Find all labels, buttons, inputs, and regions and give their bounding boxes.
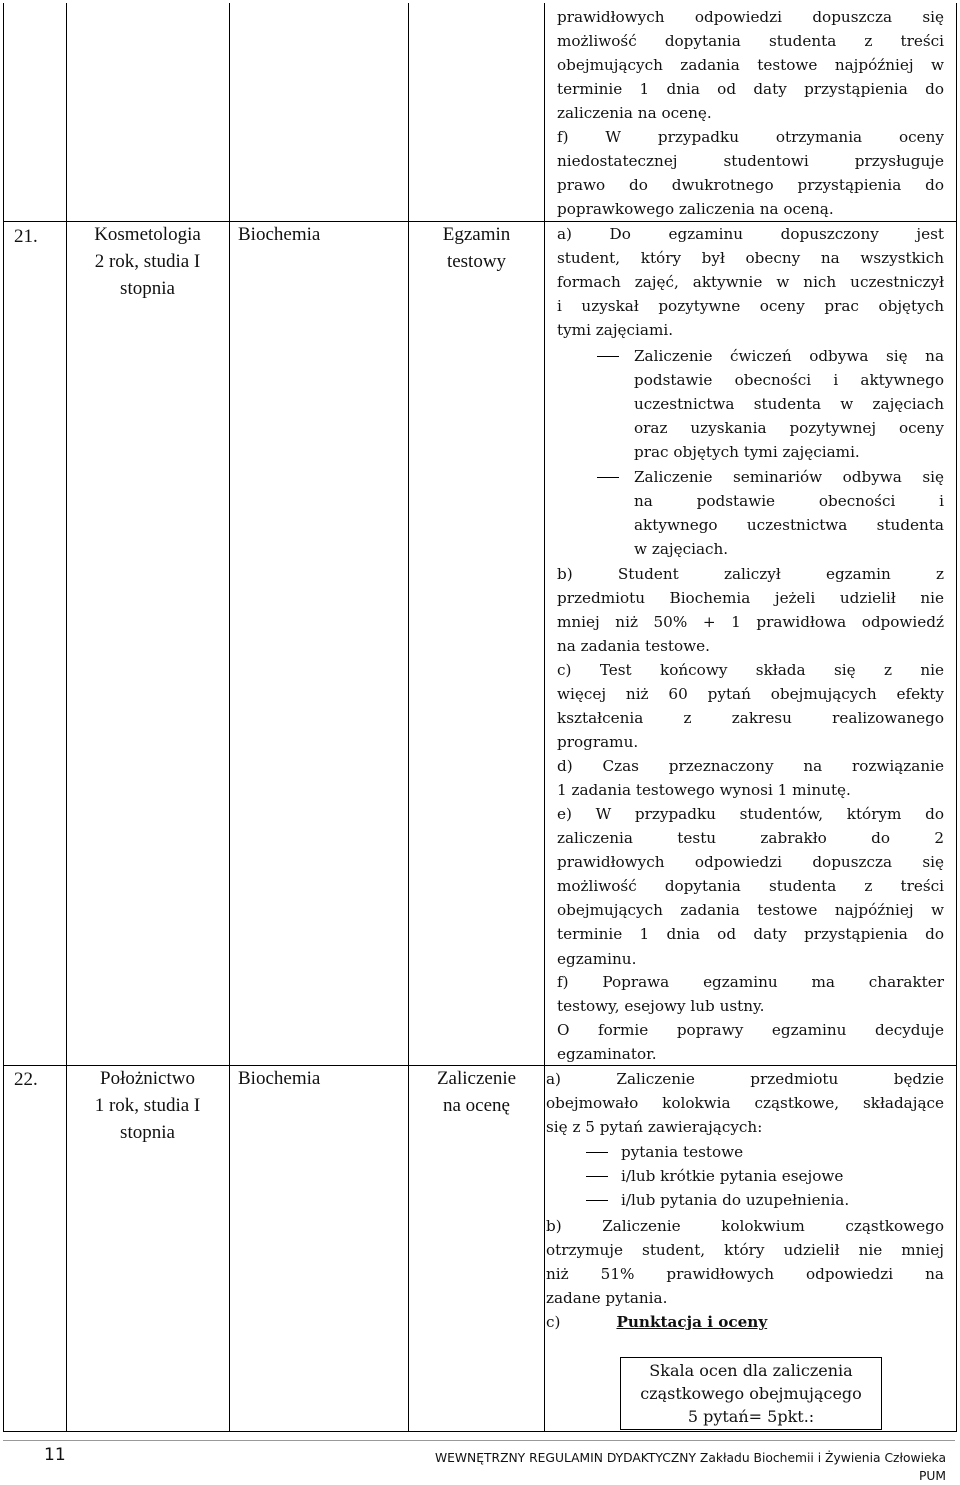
dash-bullet: [586, 1200, 608, 1201]
row-number: 22.: [14, 1069, 38, 1090]
dash-bullet: [586, 1152, 608, 1153]
text-line: terminie 1 dnia od daty przystąpienia do: [557, 80, 944, 99]
assessment-form: Egzamin: [442, 224, 511, 245]
text-line: więcej niż 60 pytań obejmujących efekty: [557, 685, 944, 704]
r21-bullet-seminars: [634, 465, 944, 561]
text-line: f) W przypadku otrzymania oceny: [557, 128, 944, 146]
text-line: 5 pytań= 5pkt.:: [687, 1407, 815, 1426]
paragraph-label: c): [546, 1313, 561, 1331]
footer-title: [420, 1449, 946, 1485]
text-line: 1 zadania testowego wynosi 1 minutę.: [557, 781, 851, 800]
table-col-divider: [229, 3, 230, 1431]
text-line: niedostatecznej studentowi przysługuje: [557, 152, 944, 171]
r22-paragraph-b: [546, 1214, 944, 1310]
assessment-form: Zaliczenie: [436, 1068, 517, 1089]
list-item: i/lub krótkie pytania esejowe: [621, 1167, 844, 1186]
assessment-form-cell: [409, 221, 544, 275]
assessment-form-type: testowy: [446, 251, 507, 272]
text-line: formach zajęć, aktywnie w nich uczestniczył: [557, 273, 944, 292]
text-line: prac objętych tymi zajęciami.: [634, 443, 860, 462]
text-line: obejmowało kolokwia cząstkowe, składające: [546, 1094, 944, 1113]
course-name: Położnictwo: [100, 1068, 195, 1089]
r21-paragraph-c: [557, 658, 944, 754]
text-line: [546, 1310, 944, 1334]
section-heading: Punktacja i oceny: [616, 1313, 768, 1331]
text-line: i uzyskał pozytywne oceny prac objętych: [557, 297, 944, 316]
text-line: poprawkowego zaliczenia na oceną.: [557, 200, 834, 219]
r22-paragraph-a: [546, 1067, 944, 1139]
text-line: zadane pytania.: [546, 1289, 668, 1308]
course-year: 2 rok, studia I: [94, 251, 201, 272]
footer-org: PUM: [918, 1469, 946, 1483]
text-line: obejmujących zadania testowe najpóźniej w: [557, 901, 944, 920]
r21-paragraph-e: [557, 802, 944, 971]
text-line: w zajęciach.: [634, 540, 729, 559]
text-line: student, który był obecny na wszystkich: [557, 249, 944, 268]
text-line: Zaliczenie ćwiczeń odbywa się na: [634, 347, 944, 365]
text-line: zaliczenia testu zabrakło do 2: [557, 829, 944, 848]
text-line: a) Zaliczenie przedmiotu będzie: [546, 1070, 944, 1088]
text-line: Zaliczenie seminariów odbywa się: [634, 468, 944, 486]
text-line: a) Do egzaminu dopuszczony jest: [557, 225, 944, 243]
prev-paragraph-f: [557, 125, 944, 221]
prev-paragraph-e-continued: [557, 5, 944, 125]
text-line: O formie poprawy egzaminu decyduje: [557, 1021, 944, 1040]
text-line: na podstawie obecności i: [634, 492, 944, 511]
r21-paragraph-d: [557, 754, 944, 802]
text-line: b) Student zaliczył egzamin z: [557, 565, 944, 583]
r21-bullet-exercises: [634, 344, 944, 464]
text-line: uczestnictwa studenta w zajęciach: [634, 395, 944, 414]
subject-name: Biochemia: [238, 224, 321, 245]
text-line: testowy, esejowy lub ustny.: [557, 997, 765, 1016]
text-line: podstawie obecności i aktywnego: [634, 371, 944, 390]
text-line: niż 51% prawidłowych odpowiedzi na: [546, 1265, 944, 1284]
assessment-form-type: na ocenę: [443, 1095, 510, 1116]
subject-name: Biochemia: [238, 1068, 321, 1089]
text-line: oraz uzyskania pozytywnej oceny: [634, 419, 944, 438]
text-line: programu.: [557, 733, 639, 752]
text-line: cząstkowego obejmującego: [640, 1384, 862, 1403]
list-item: pytania testowe: [621, 1143, 744, 1161]
text-line: na zadania testowe.: [557, 637, 710, 656]
course-degree: stopnia: [120, 1122, 175, 1143]
text-line: otrzymuje student, który udzielił nie mniej: [546, 1241, 944, 1260]
text-line: prawo do dwukrotnego przystąpienia do: [557, 176, 944, 195]
text-line: możliwość dopytania studenta z treści: [557, 32, 944, 51]
r22-question-types-list: [621, 1140, 941, 1212]
text-line: się z 5 pytań zawierających:: [546, 1118, 763, 1137]
text-line: prawidłowych odpowiedzi dopuszcza się: [557, 853, 944, 872]
course-degree: stopnia: [120, 278, 175, 299]
text-line: e) W przypadku studentów, którym do: [557, 805, 944, 823]
r21-paragraph-f: [557, 970, 944, 1066]
r21-paragraph-b: [557, 562, 944, 658]
assessment-form-cell: [409, 1065, 544, 1119]
table-col-divider: [408, 3, 409, 1431]
text-line: b) Zaliczenie kolokwium cząstkowego: [546, 1217, 944, 1235]
text-line: możliwość dopytania studenta z treści: [557, 877, 944, 896]
text-line: kształcenia z zakresu realizowanego: [557, 709, 944, 728]
list-item: i/lub pytania do uzupełnienia.: [621, 1191, 850, 1210]
r21-paragraph-a: [557, 222, 944, 342]
r22-paragraph-c: [546, 1310, 944, 1334]
text-line: d) Czas przeznaczony na rozwiązanie: [557, 757, 944, 775]
text-line: Skala ocen dla zaliczenia: [649, 1361, 853, 1380]
text-line: obejmujących zadania testowe najpóźniej w: [557, 56, 944, 75]
text-line: terminie 1 dnia od daty przystąpienia do: [557, 925, 944, 944]
text-line: prawidłowych odpowiedzi dopuszcza się: [557, 8, 944, 26]
dash-bullet: [597, 356, 619, 357]
text-line: c) Test końcowy składa się z nie: [557, 661, 944, 679]
dash-bullet: [597, 477, 619, 478]
course-name-cell: [66, 221, 229, 302]
text-line: zaliczenia na ocenę.: [557, 104, 712, 123]
course-name-cell: [66, 1065, 229, 1146]
page-number: 11: [44, 1445, 66, 1465]
text-line: tymi zajęciami.: [557, 321, 674, 340]
footer-title-text: WEWNĘTRZNY REGULAMIN DYDAKTYCZNY Zakładu Biochemii i Żywienia Człowieka: [434, 1451, 946, 1465]
row-number: 21.: [14, 226, 38, 247]
text-line: aktywnego uczestnictwa studenta: [634, 516, 944, 535]
grade-scale-box: [620, 1357, 882, 1430]
text-line: przedmiotu Biochemia jeżeli udzielił nie: [557, 589, 944, 608]
text-line: mniej niż 50% + 1 prawidłowa odpowiedź: [557, 613, 944, 632]
dash-bullet: [586, 1176, 608, 1177]
table-col-divider: [66, 3, 67, 1431]
text-line: egzaminu.: [557, 949, 637, 968]
footer-divider: [3, 1440, 955, 1441]
table-col-divider: [544, 3, 545, 1431]
text-line: egzaminator.: [557, 1045, 657, 1064]
course-year: 1 rok, studia I: [94, 1095, 201, 1116]
course-name: Kosmetologia: [94, 224, 201, 245]
text-line: f) Poprawa egzaminu ma charakter: [557, 973, 944, 991]
